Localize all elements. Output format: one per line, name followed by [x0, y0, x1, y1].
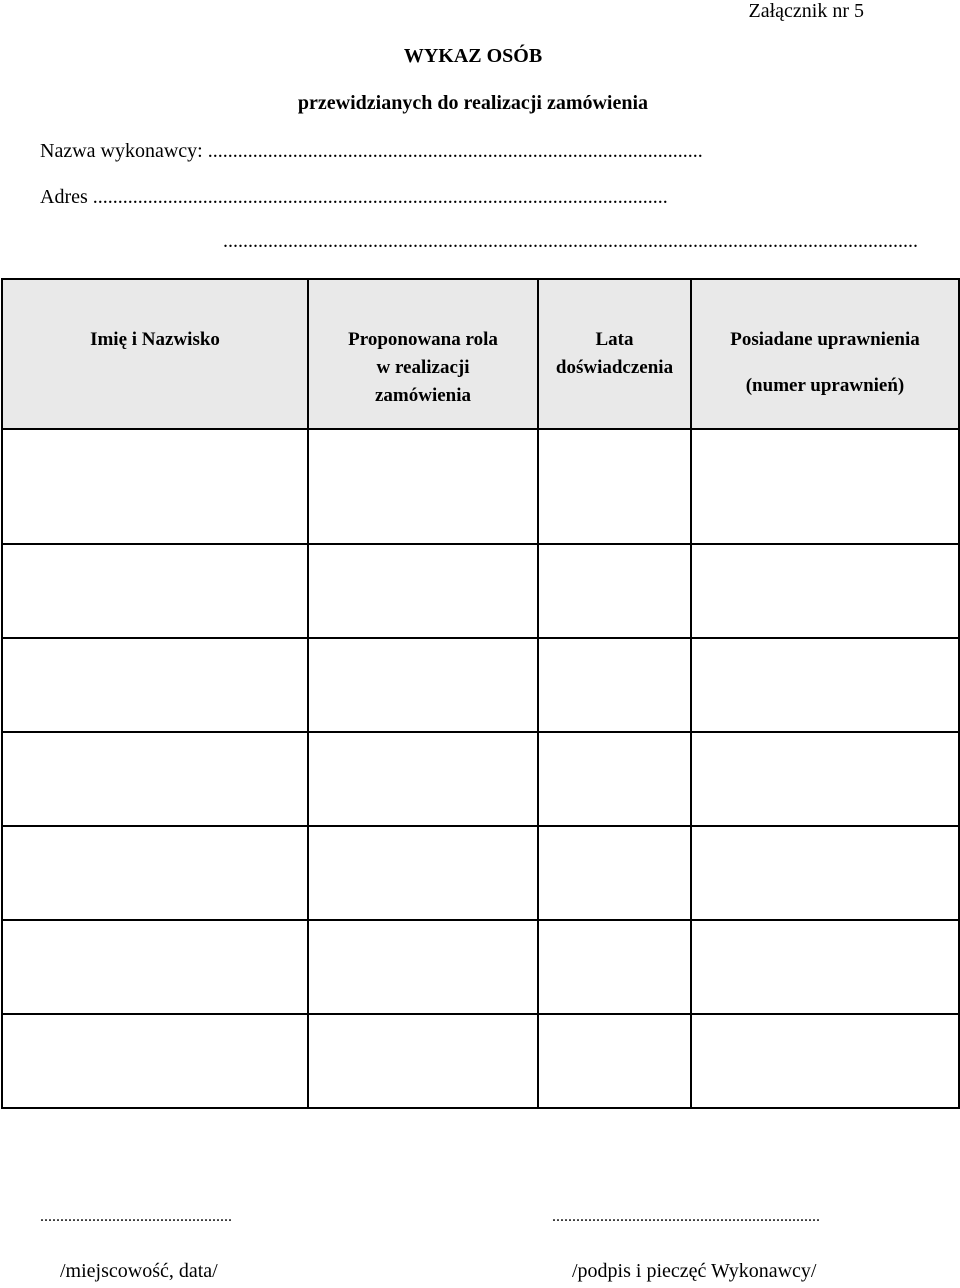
column-header-role — [308, 279, 538, 429]
cell-name[interactable] — [2, 638, 308, 732]
column-header-label: w realizacji — [376, 357, 470, 378]
annex-label: Załącznik nr 5 — [748, 0, 864, 22]
cell-name[interactable] — [2, 1014, 308, 1108]
table-row — [2, 732, 959, 826]
cell-experience[interactable] — [538, 1014, 691, 1108]
table-row — [2, 920, 959, 1014]
column-header-label: Imię i Nazwisko — [90, 329, 220, 350]
cell-qualifications[interactable] — [691, 920, 959, 1014]
column-header-experience — [538, 279, 691, 429]
document-subtitle: przewidzianych do realizacji zamówienia — [297, 92, 649, 114]
column-header-label: Posiadane uprawnienia — [730, 329, 920, 350]
table-row — [2, 544, 959, 638]
address-line: Adres ................................................................................................................... — [40, 186, 668, 208]
document-title: WYKAZ OSÓB — [403, 45, 543, 67]
table-row — [2, 638, 959, 732]
cell-role[interactable] — [308, 429, 538, 544]
place-date-caption: /miejscowość, data/ — [60, 1260, 218, 1282]
cell-qualifications[interactable] — [691, 732, 959, 826]
cell-qualifications[interactable] — [691, 544, 959, 638]
cell-role[interactable] — [308, 732, 538, 826]
place-date-dots: ................................................ — [40, 1208, 232, 1225]
table-row — [2, 826, 959, 920]
cell-role[interactable] — [308, 920, 538, 1014]
address-line-continued: ........................................................................................................................................... — [223, 230, 918, 252]
column-header-label: (numer uprawnień) — [745, 375, 905, 396]
cell-experience[interactable] — [538, 826, 691, 920]
column-header-label: Lata — [595, 329, 634, 350]
cell-name[interactable] — [2, 920, 308, 1014]
cell-experience[interactable] — [538, 732, 691, 826]
persons-table — [1, 278, 960, 1109]
cell-experience[interactable] — [538, 544, 691, 638]
table-row — [2, 429, 959, 544]
cell-experience[interactable] — [538, 920, 691, 1014]
cell-role[interactable] — [308, 544, 538, 638]
cell-role[interactable] — [308, 638, 538, 732]
cell-experience[interactable] — [538, 429, 691, 544]
cell-name[interactable] — [2, 732, 308, 826]
contractor-name-line: Nazwa wykonawcy: ................................................................................................... — [40, 140, 703, 162]
table-row — [2, 1014, 959, 1108]
signature-caption: /podpis i pieczęć Wykonawcy/ — [572, 1260, 817, 1282]
cell-role[interactable] — [308, 1014, 538, 1108]
cell-qualifications[interactable] — [691, 638, 959, 732]
table-header-row — [2, 279, 959, 429]
column-header-label: doświadczenia — [555, 357, 674, 378]
column-header-name — [2, 279, 308, 429]
cell-qualifications[interactable] — [691, 429, 959, 544]
cell-name[interactable] — [2, 429, 308, 544]
column-header-qualifications — [691, 279, 959, 429]
cell-name[interactable] — [2, 544, 308, 638]
cell-qualifications[interactable] — [691, 1014, 959, 1108]
cell-role[interactable] — [308, 826, 538, 920]
column-header-label: Proponowana rola — [348, 329, 498, 350]
signature-dots: ................................................................... — [552, 1208, 820, 1225]
cell-qualifications[interactable] — [691, 826, 959, 920]
cell-experience[interactable] — [538, 638, 691, 732]
cell-name[interactable] — [2, 826, 308, 920]
column-header-label: zamówienia — [374, 385, 472, 406]
